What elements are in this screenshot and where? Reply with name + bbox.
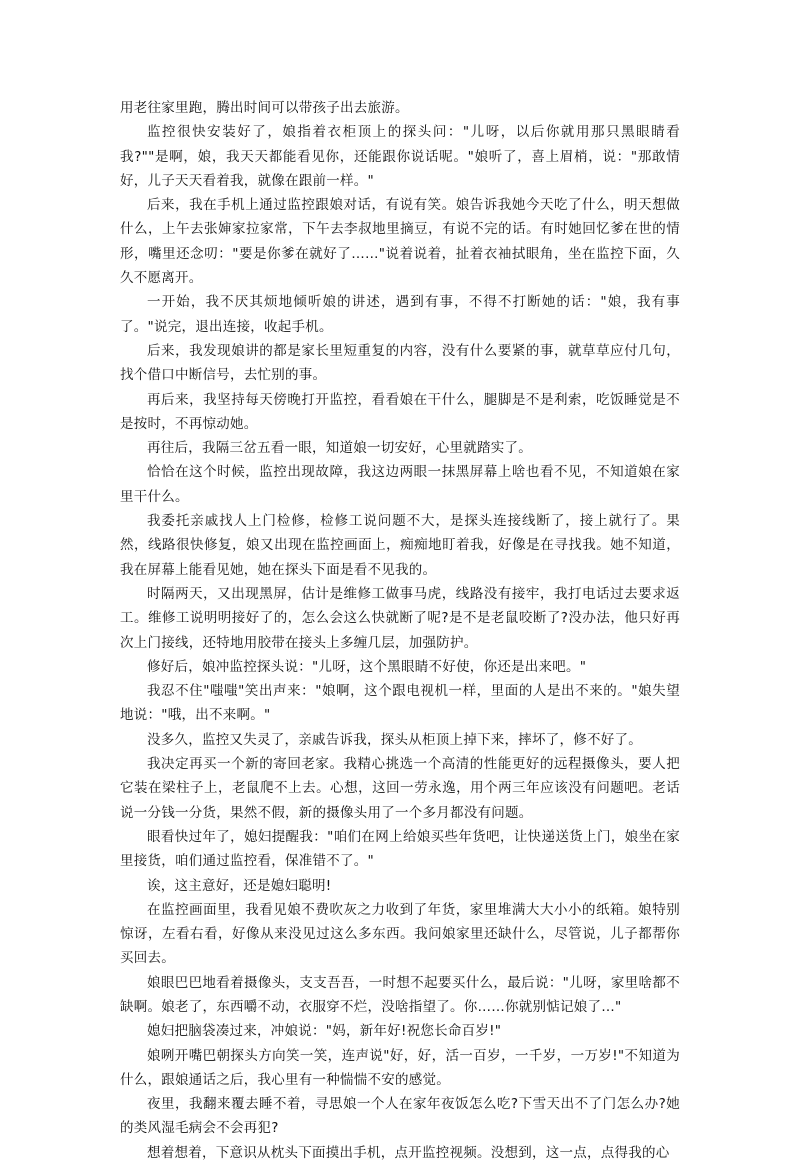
- paragraph-11: 修好后，娘冲监控探头说："儿呀，这个黑眼睛不好使，你还是出来吧。": [147, 658, 587, 675]
- paragraph-14: 我决定再买一个新的寄回老家。我精心挑选一个高清的性能更好的远程摄像头，要人把它装在梁柱子上，老鼠爬不上去。心想，这回一劳永逸，用个两三年应该没有问题吧。老话说一分钱一分货，果然不假，新的摄像头用了一个多月都没有问题。: [120, 756, 680, 821]
- paragraph-10: 时隔两天，又出现黑屏，估计是维修工做事马虎，线路没有接牢，我打电话过去要求返工。维修工说明明接好了的，怎么会这么快就断了呢?是不是老鼠咬断了?没办法，他只好再次上门接线，还特地用胶带在接头上多缠几层，加强防护。: [120, 585, 680, 651]
- paragraph-3: 后来，我在手机上通过监控跟娘对话，有说有笑。娘告诉我她今天吃了什么，明天想做什么，上午去张婶家拉家常，下午去李叔地里摘豆，有说不完的话。有时她回忆爹在世的情形，嘴里还念叨："要是你爹在就好了……"说着说着，扯着衣袖拭眼角，坐在监控下面，久久不愿离开。: [120, 197, 680, 287]
- paragraph-12: 我忍不住"嗤嗤"笑出声来："娘啊，这个跟电视机一样，里面的人是出不来的。"娘失望地说："哦，出不来啊。": [120, 683, 680, 724]
- paragraph-18: 娘眼巴巴地看着摄像头，支支吾吾，一时想不起要买什么，最后说："儿呀，家里啥都不缺啊。娘老了，东西嚼不动，衣服穿不烂，没啥指望了。你……你就别惦记娘了…": [120, 974, 680, 1015]
- paragraph-4: 一开始，我不厌其烦地倾听娘的讲述，遇到有事，不得不打断她的话："娘，我有事了。"说完，退出连接，收起手机。: [120, 294, 680, 335]
- paragraph-2: 监控很快安装好了，娘指着衣柜顶上的探头问："儿呀，以后你就用那只黑眼睛看我?""是啊，娘，我天天都能看见你，还能跟你说话呢。"娘听了，喜上眉梢，说："那敢情好，儿子天天看着我，就像在跟前一样。": [120, 124, 680, 189]
- paragraph-22: 想着想着，下意识从枕头下面摸出手机，点开监控视频。没想到，这一点，点得我的心: [147, 1144, 670, 1161]
- paragraph-17: 在监控画面里，我看见娘不费吹灰之力收到了年货，家里堆满大大小小的纸箱。娘特别惊讶，左看右看，好像从来没见过这么多东西。我问娘家里还缺什么，尽管说，儿子都帮你买回去。: [120, 901, 680, 967]
- paragraph-6: 再后来，我坚持每天傍晚打开监控，看看娘在干什么，腿脚是不是利索，吃饭睡觉是不是按时，不再惊动她。: [120, 391, 680, 432]
- document-page: [120, 96, 680, 1165]
- paragraph-5: 后来，我发现娘讲的都是家长里短重复的内容，没有什么要紧的事，就草草应付几句，找个借口中断信号，去忙别的事。: [120, 342, 680, 384]
- paragraph-20: 娘咧开嘴巴朝探头方向笑一笑，连声说"好，好，活一百岁，一千岁，一万岁!"不知道为什么，跟娘通话之后，我心里有一种惴惴不安的感觉。: [120, 1047, 680, 1088]
- paragraph-21: 夜里，我翻来覆去睡不着，寻思娘一个人在家年夜饭怎么吃?下雪天出不了门怎么办?她的类风湿毛病会不会再犯?: [120, 1096, 680, 1137]
- paragraph-16: 诶，这主意好，还是媳妇聪明!: [147, 877, 332, 894]
- paragraph-13: 没多久，监控又失灵了，亲戚告诉我，探头从柜顶上掉下来，摔坏了，修不好了。: [147, 731, 642, 748]
- paragraph-1: 用老往家里跑，腾出时间可以带孩子出去旅游。: [120, 100, 409, 116]
- paragraph-7: 再往后，我隔三岔五看一眼，知道娘一切安好，心里就踏实了。: [147, 440, 532, 457]
- paragraph-19: 媳妇把脑袋凑过来，冲娘说："妈，新年好!祝您长命百岁!": [147, 1023, 502, 1040]
- paragraph-8: 恰恰在这个时候，监控出现故障，我这边两眼一抹黑屏幕上啥也看不见，不知道娘在家里干什么。: [120, 464, 680, 505]
- paragraph-15: 眼看快过年了，媳妇提醒我："咱们在网上给娘买些年货吧，让快递送货上门，娘坐在家里接货，咱们通过监控看，保准错不了。": [120, 828, 680, 870]
- paragraph-9: 我委托亲戚找人上门检修，检修工说问题不大，是探头连接线断了，接上就行了。果然，线路很快修复，娘又出现在监控画面上，痴痴地盯着我，好像是在寻找我。她不知道，我在屏幕上能看见她，她在探头下面是看不见我的。: [120, 513, 680, 578]
